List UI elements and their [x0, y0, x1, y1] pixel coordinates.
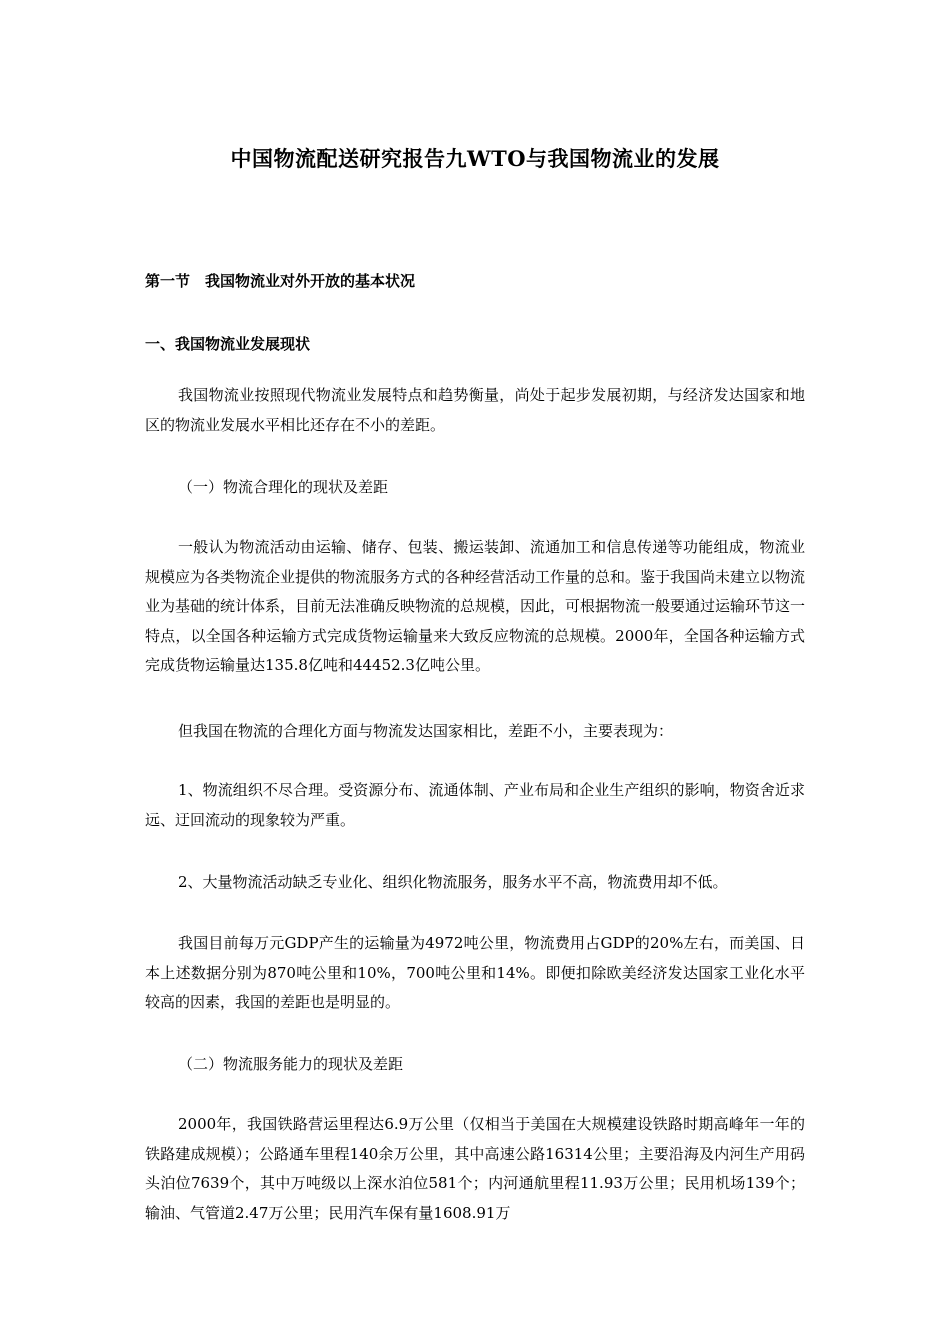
page-title: 中国物流配送研究报告九WTO与我国物流业的发展 [230, 146, 720, 171]
paragraph-gdp-comparison: 我国目前每万元GDP产生的运输量为4972吨公里，物流费用占GDP的20%左右，而美国、日本上述数据分别为870吨公里和10%，700吨公里和14%。即便扣除欧美经济发达国家工业化水平较高的因素，我国的差距也是明显的。 [145, 934, 805, 1011]
subsection-heading: 一、我国物流业发展现状 [145, 335, 311, 353]
paragraph-intro: 我国物流业按照现代物流业发展特点和趋势衡量，尚处于起步发展初期，与经济发达国家和地区的物流业发展水平相比还存在不小的差距。 [145, 386, 805, 434]
paragraph-logistics-scale: 一般认为物流活动由运输、储存、包装、搬运装卸、流通加工和信息传递等功能组成，物流业规模应为各类物流企业提供的物流服务方式的各种经营活动工作量的总和。鉴于我国尚未建立以物流业为基础的统计体系，目前无法准确反映物流的总规模，因此，可根据物流一般要通过运输环节这一特点，以全国各种运输方式完成货物运输量来大致反应物流的总规模。2000年，全国各种运输方式完成货物运输量达135.8亿吨和44452.3亿吨公里。 [145, 538, 806, 674]
paragraph-gap: 但我国在物流的合理化方面与物流发达国家相比，差距不小，主要表现为： [178, 722, 674, 740]
paragraph-point-1: 1、物流组织不尽合理。受资源分布、流通体制、产业布局和企业生产组织的影响，物资舍近求远、迂回流动的现象较为严重。 [145, 781, 805, 829]
subheading-rationalization: （一）物流合理化的现状及差距 [178, 478, 389, 496]
subheading-service-capacity: （二）物流服务能力的现状及差距 [178, 1055, 404, 1073]
paragraph-point-2: 2、大量物流活动缺乏专业化、组织化物流服务，服务水平不高，物流费用却不低。 [178, 873, 728, 891]
paragraph-infrastructure: 2000年，我国铁路营运里程达6.9万公里（仅相当于美国在大规模建设铁路时期高峰年一年的铁路建成规模）；公路通车里程140余万公里，其中高速公路16314公里；主要沿海及内河生产用码头泊位7639个，其中万吨级以上深水泊位581个；内河通航里程11.93万公里；民用机场139个；输油、气管道2.47万公里；民用汽车保有量1608.91万 [145, 1115, 805, 1222]
section-heading: 第一节 我国物流业对外开放的基本状况 [145, 272, 416, 290]
